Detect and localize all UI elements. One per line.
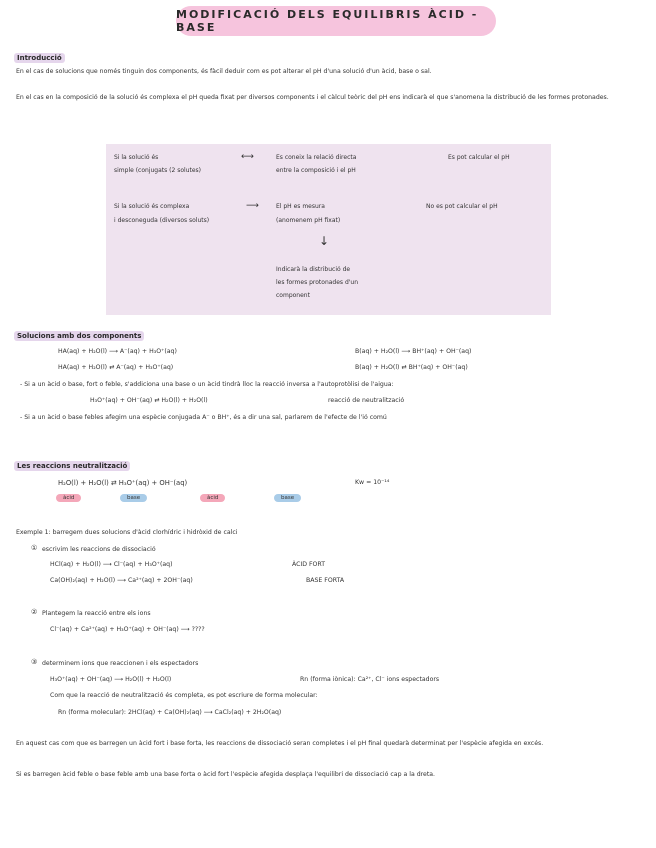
box-bottom-3: component [276,292,310,299]
box-left-1a: Si la solució és [114,154,159,161]
two-components-heading: Solucions amb dos components [14,331,144,341]
step-3-equation: H₃O⁺(aq) + OH⁻(aq) ⟶ H₂O(l) + H₂O(l) [50,676,172,683]
strong-base-label: BASE FORTA [306,577,345,584]
equation-base-weak: B(aq) + H₂O(l) ⇄ BH⁺(aq) + OH⁻(aq) [355,364,468,371]
equation-acid-strong: HA(aq) + H₂O(l) ⟶ A⁻(aq) + H₃O⁺(aq) [58,348,177,355]
intro-paragraph-2: En el cas en la composició de la solució és complexa el pH queda fixat per diversos components i el càlcul teòric del pH ens indicarà el que s'anomena la distribució de les formes protonades. [16,94,609,101]
box-mid-2a: El pH es mesura [276,203,325,210]
molecular-equation: Rn (forma molecular): 2HCl(aq) + Ca(OH)₂(aq) ⟶ CaCl₂(aq) + 2H₂O(aq) [58,709,282,716]
closing-paragraph-1: En aquest cas com que es barregen un àcid fort i base forta, les reaccions de dissociació seran completes i el pH final quedarà determinat per l'espècie afegida en excés. [16,740,544,747]
box-left-2b: i desconeguda (diversos soluts) [114,217,210,224]
spectator-ions-note: Rn (forma iònica): Ca²⁺, Cl⁻ ions espectadors [300,676,440,683]
step-1-number: ① [31,544,38,552]
right-arrow-icon: ⟶ [246,201,259,211]
box-right-1: Es pot calcular el pH [448,154,510,161]
box-left-1b: simple (conjugats (2 solutes) [114,167,202,174]
box-mid-1b: entre la composició i el pH [276,167,356,174]
equation-autoprotolysis: H₂O(l) + H₂O(l) ⇄ H₃O⁺(aq) + OH⁻(aq) [58,479,188,487]
step-3-explanation: Com que la reacció de neutralització és completa, es pot escriure de forma molecular: [50,692,318,699]
page-title: MODIFICACIÓ DELS EQUILIBRIS ÀCID - BASE [176,6,496,36]
example-title: Exemple 1: barregem dues solucions d'àcid clorhídric i hidròxid de calci [16,529,238,536]
tag-base-2: base [274,494,301,502]
down-arrow-icon: ↓ [319,234,330,248]
equation-acid-weak: HA(aq) + H₂O(l) ⇄ A⁻(aq) + H₃O⁺(aq) [58,364,174,371]
tag-acid-2: àcid [200,494,225,502]
tag-base-1: base [120,494,147,502]
equation-neutralization: H₃O⁺(aq) + OH⁻(aq) ⇄ H₂O(l) + H₂O(l) [90,397,208,404]
step-1-equation-1: HCl(aq) + H₂O(l) ⟶ Cl⁻(aq) + H₃O⁺(aq) [50,561,173,568]
box-right-2: No es pot calcular el pH [426,203,498,210]
neutralization-heading: Les reaccions neutralització [14,461,130,471]
box-mid-2b: (anomenem pH fixat) [276,217,341,224]
equation-base-strong: B(aq) + H₂O(l) ⟶ BH⁺(aq) + OH⁻(aq) [355,348,472,355]
bullet-common-ion: - Si a un àcid o base febles afegim una espècie conjugada A⁻ o BH⁺, és a dir una sal, parlarem de l'efecte de l'ió comú [20,414,387,421]
strong-acid-label: ÀCID FORT [292,561,326,568]
bullet-neutralization: - Si a un àcid o base, fort o feble, s'addiciona una base o un àcid tindrà lloc la reacció inversa a l'autoprotòlisi de l'aigua: [20,381,394,388]
neutralization-note: reacció de neutralització [328,397,405,404]
kw-value: Kw = 10⁻¹⁴ [355,479,390,486]
step-1-equation-2: Ca(OH)₂(aq) + H₂O(l) ⟶ Ca²⁺(aq) + 2OH⁻(aq) [50,577,193,584]
closing-paragraph-2: Si es barregen àcid feble o base feble amb una base forta o àcid fort l'espècie afegida desplaça l'equilibri de dissociació cap a la dreta. [16,771,436,778]
box-mid-1a: Es coneix la relació directa [276,154,357,161]
box-left-2a: Si la solució és complexa [114,203,190,210]
intro-heading: Introducció [14,53,65,63]
tag-acid-1: àcid [56,494,81,502]
step-2-label: Plantegem la reacció entre els ions [42,610,151,617]
step-2-equation: Cl⁻(aq) + Ca²⁺(aq) + H₃O⁺(aq) + OH⁻(aq) ⟶ ???? [50,626,205,633]
double-arrow-icon: ⟷ [241,152,254,162]
box-bottom-1: Indicarà la distribució de [276,266,351,273]
step-3-label: determinem ions que reaccionen i els espectadors [42,660,199,667]
box-bottom-2: les formes protonades d'un [276,279,359,286]
step-3-number: ③ [31,658,38,666]
step-1-label: escrivim les reaccions de dissociació [42,546,156,553]
summary-box [106,144,551,315]
step-2-number: ② [31,608,38,616]
intro-paragraph-1: En el cas de solucions que només tinguin dos components, és fàcil deduir com es pot alterar el pH d'una solució d'un àcid, base o sal. [16,68,432,75]
